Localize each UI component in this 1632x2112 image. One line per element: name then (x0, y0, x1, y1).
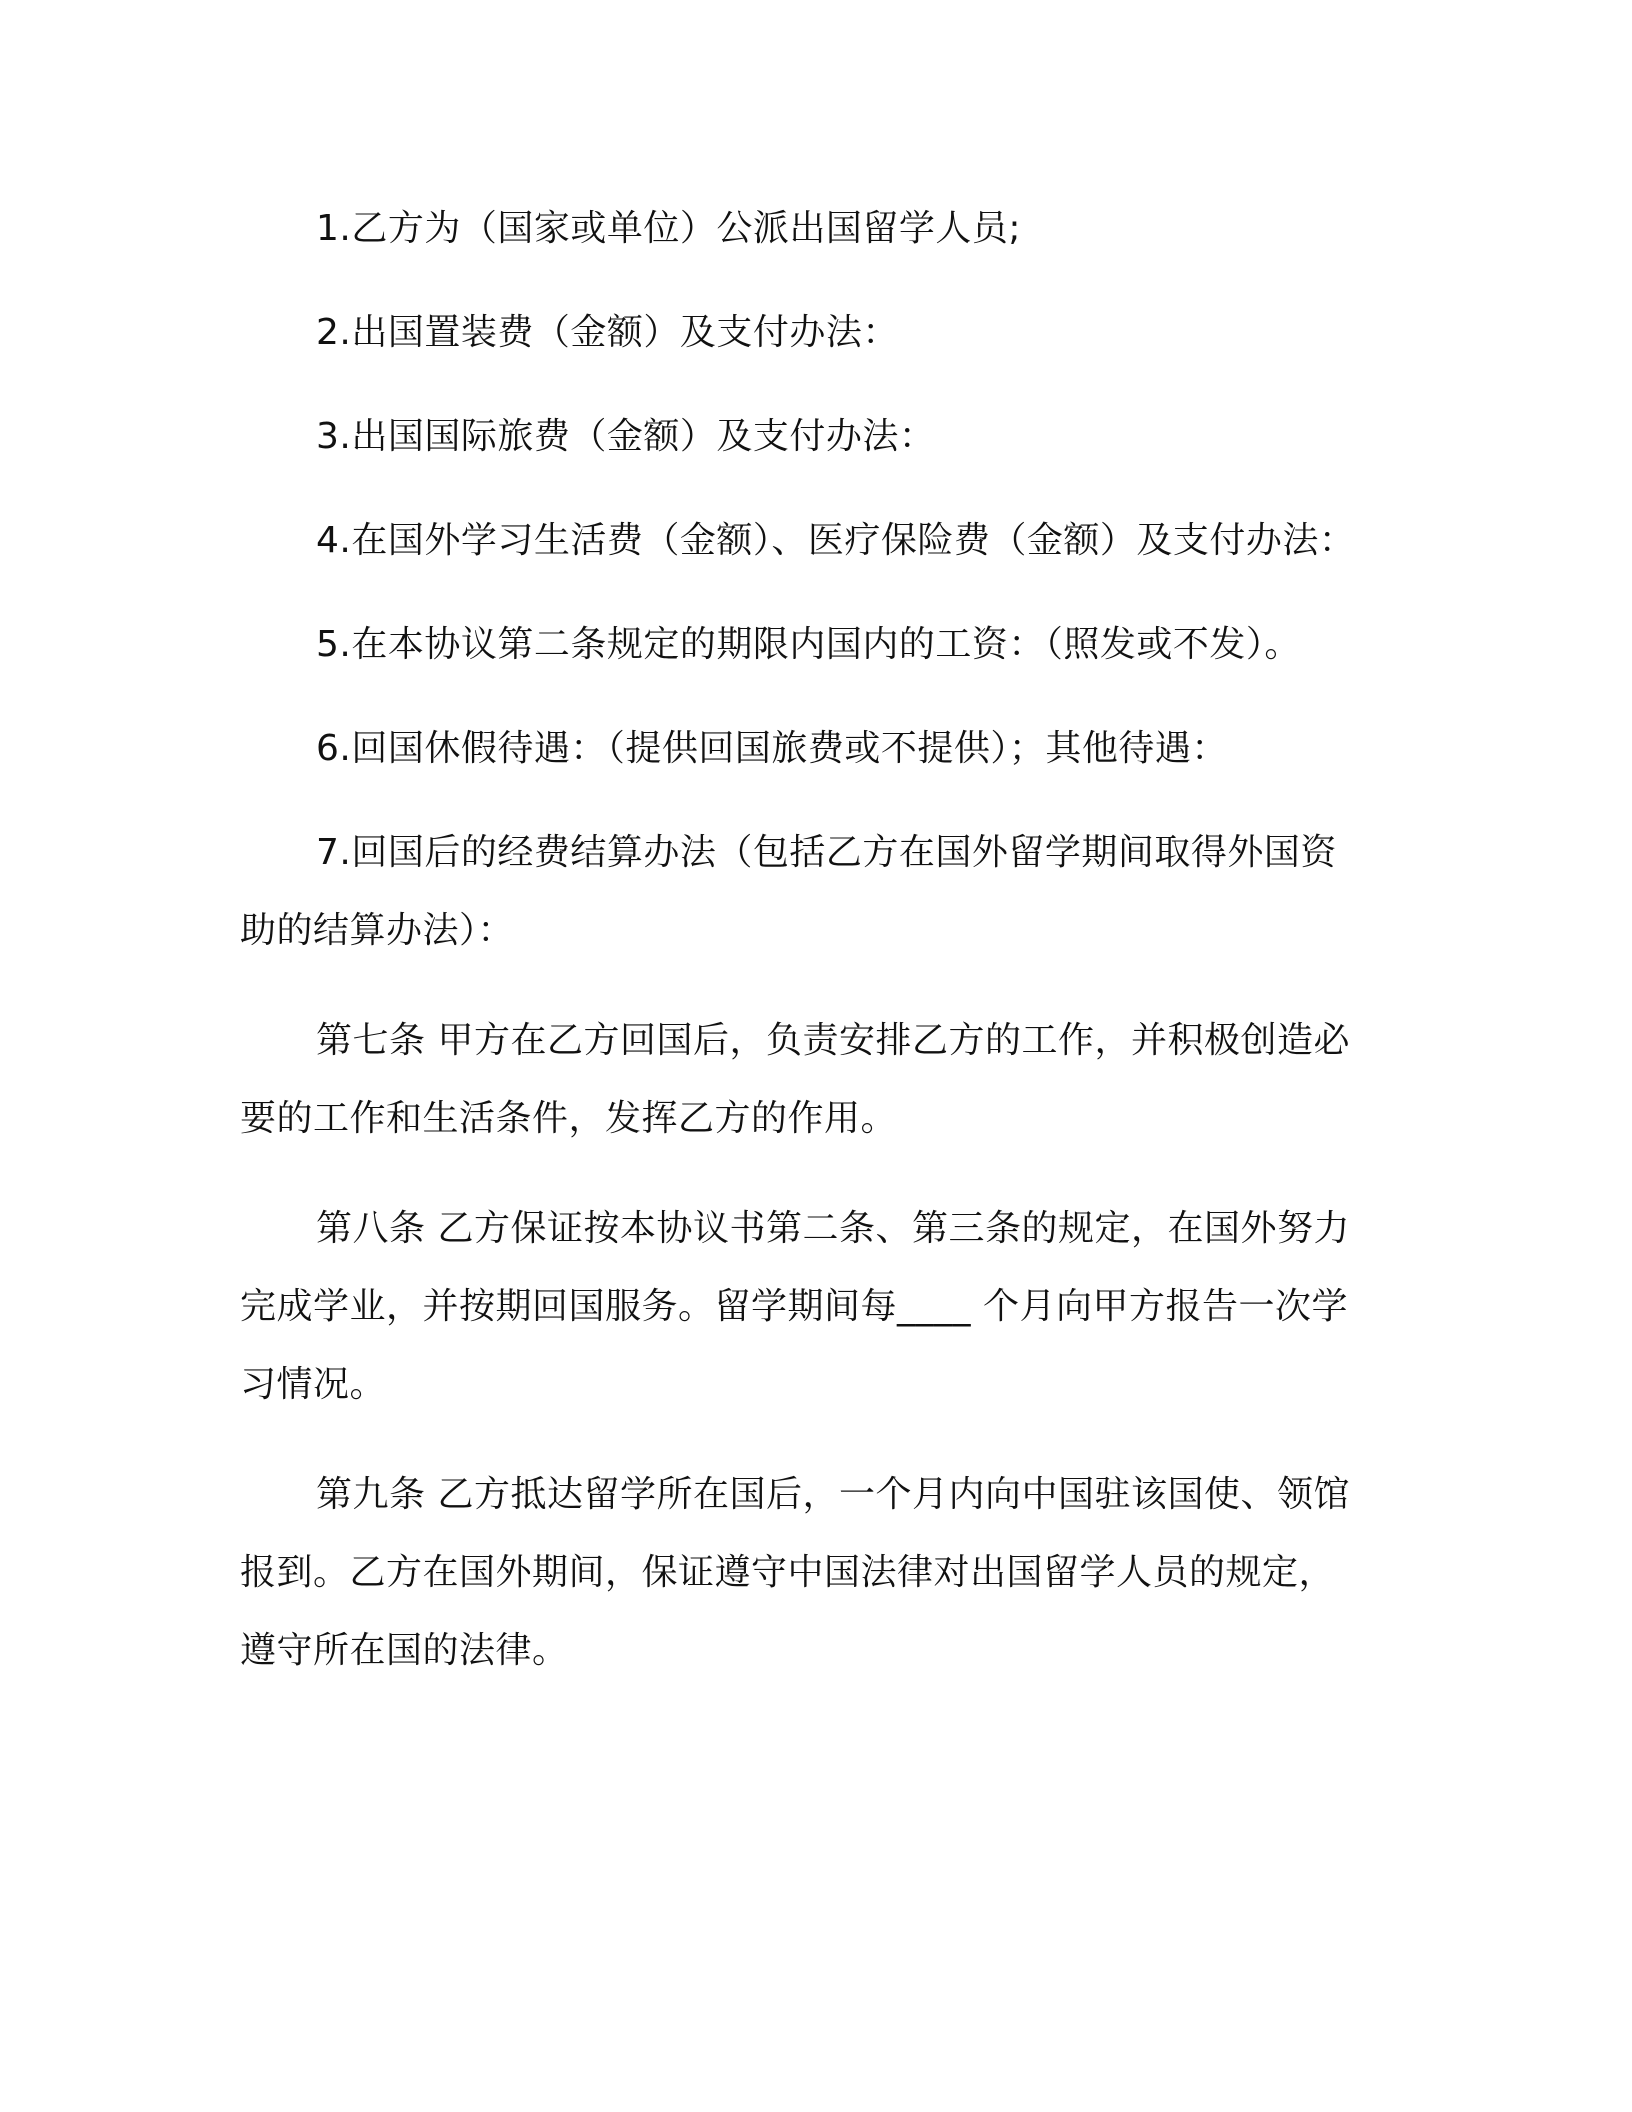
item-6: 6.回国休假待遇：（提供回国旅费或不提供）；其他待遇： (316, 728, 1228, 769)
item-7-line-1: 7.回国后的经费结算办法（包括乙方在国外留学期间取得外国资 (316, 832, 1337, 873)
article-8-line-1: 第八条 乙方保证按本协议书第二条、第三条的规定，在国外努力 (316, 1208, 1350, 1249)
item-5: 5.在本协议第二条规定的期限内国内的工资：（照发或不发）。 (316, 624, 1301, 665)
document-body (240, 190, 1370, 1690)
article-7 (240, 1002, 1370, 1158)
article-9-line-2: 报到。乙方在国外期间，保证遵守中国法律对出国留学人员的规定， (240, 1552, 1336, 1593)
article-9 (240, 1456, 1370, 1690)
item-3: 3.出国国际旅费（金额）及支付办法： (316, 416, 936, 457)
item-7 (240, 814, 1370, 970)
article-7-line-1: 第七条 甲方在乙方回国后，负责安排乙方的工作，并积极创造必 (316, 1020, 1350, 1061)
article-8-line-3: 习情况。 (240, 1364, 387, 1405)
item-1: 1.乙方为（国家或单位）公派出国留学人员; (316, 208, 1021, 249)
article-7-line-2: 要的工作和生活条件，发挥乙方的作用。 (240, 1098, 898, 1139)
item-4: 4.在国外学习生活费（金额）、医疗保险费（金额）及支付办法： (316, 520, 1356, 561)
article-8-line-2: 完成学业，并按期回国服务。留学期间每____ 个月向甲方报告一次学 (240, 1286, 1348, 1327)
article-8 (240, 1190, 1370, 1424)
item-7-line-2: 助的结算办法）： (240, 910, 515, 951)
article-9-line-1: 第九条 乙方抵达留学所在国后，一个月内向中国驻该国使、领馆 (316, 1474, 1350, 1515)
item-2: 2.出国置装费（金额）及支付办法： (316, 312, 899, 353)
article-9-line-3: 遵守所在国的法律。 (240, 1630, 569, 1671)
